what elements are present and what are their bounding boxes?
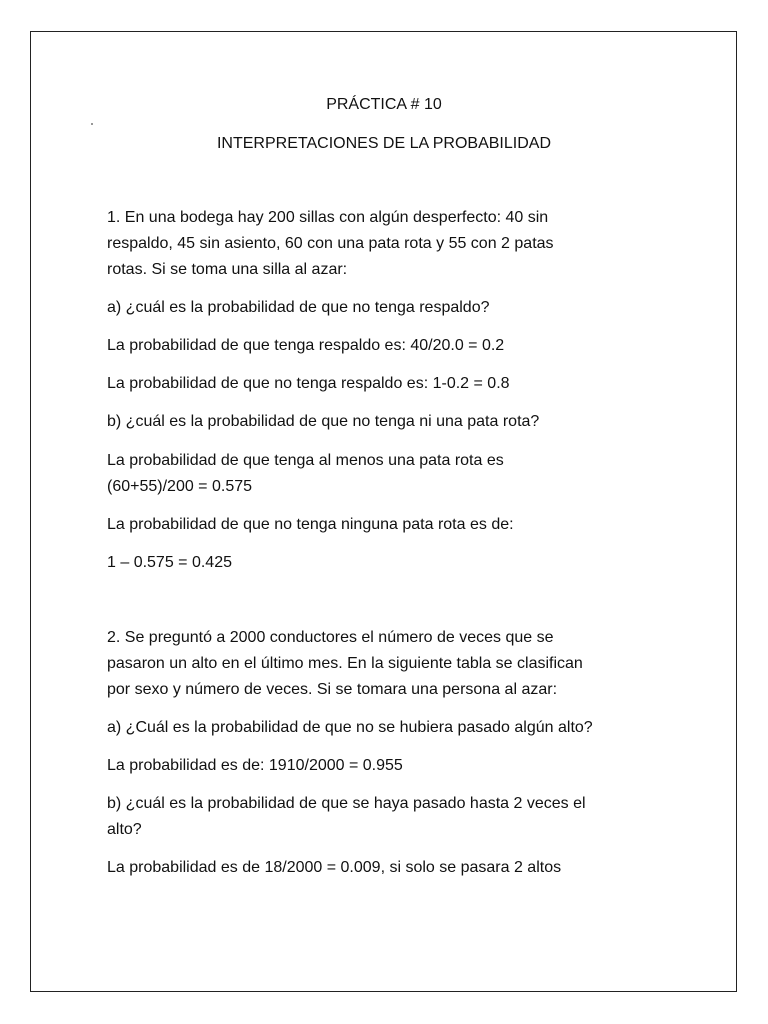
problem1-answer-b-line: (60+55)/200 = 0.575 [107,478,253,495]
problem2-question-b-line: b) ¿cuál es la probabilidad de que se haya pasado hasta 2 veces el [107,795,586,812]
problem2-statement-line: por sexo y número de veces. Si se tomara una persona al azar: [107,681,558,698]
problem2-statement-line: pasaron un alto en el último mes. En la siguiente tabla se clasifican [107,655,583,672]
problem1-question-b: b) ¿cuál es la probabilidad de que no tenga ni una pata rota? [107,413,540,430]
problem1-question-a: a) ¿cuál es la probabilidad de que no tenga respaldo? [107,299,490,316]
problem1-answer-a-line: La probabilidad de que tenga respaldo es: 40/20.0 = 0.2 [107,337,505,354]
problem2-question-a: a) ¿Cuál es la probabilidad de que no se hubiera pasado algún alto? [107,719,593,736]
problem1-statement-line: rotas. Si se toma una silla al azar: [107,261,348,278]
problem2-answer-a: La probabilidad es de: 1910/2000 = 0.955 [107,757,403,774]
problem1-answer-b-line: 1 – 0.575 = 0.425 [107,554,232,571]
problem1-answer-b-line: La probabilidad de que no tenga ninguna pata rota es de: [107,516,514,533]
problem2-question-b-line: alto? [107,821,142,838]
problem1-statement-line: respaldo, 45 sin asiento, 60 con una pata rota y 55 con 2 patas [107,235,554,252]
document-title: PRÁCTICA # 10 [326,96,442,113]
page-border [30,31,737,992]
problem1-answer-a-line: La probabilidad de que no tenga respaldo es: 1-0.2 = 0.8 [107,375,510,392]
problem2-answer-b: La probabilidad es de 18/2000 = 0.009, si solo se pasara 2 altos [107,859,562,876]
problem2-statement-line: 2. Se preguntó a 2000 conductores el número de veces que se [107,629,554,646]
problem1-statement-line: 1. En una bodega hay 200 sillas con algún desperfecto: 40 sin [107,209,549,226]
stray-mark [91,123,93,125]
problem1-answer-b-line: La probabilidad de que tenga al menos una pata rota es [107,452,504,469]
document-subtitle: INTERPRETACIONES DE LA PROBABILIDAD [216,135,551,152]
